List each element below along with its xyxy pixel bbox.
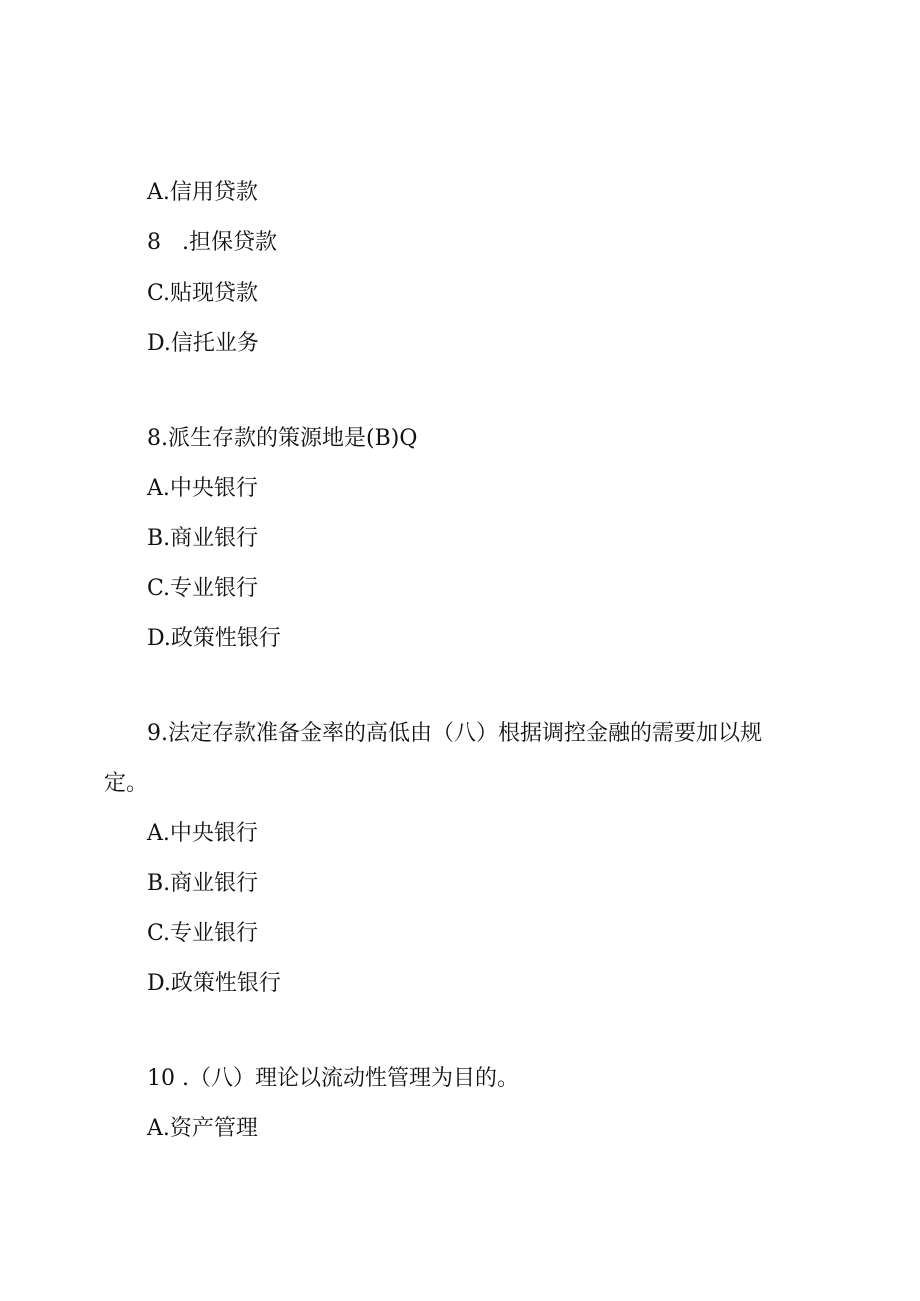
- option-d: D.政策性银行: [147, 626, 281, 651]
- option-a: A.中央银行: [147, 476, 258, 501]
- option-b: B.商业银行: [147, 871, 259, 896]
- question-9-stem-line2: 定。: [104, 771, 149, 796]
- option-c: C.贴现贷款: [147, 281, 259, 306]
- option-a: A.信用贷款: [147, 180, 258, 205]
- option-c: C.专业银行: [147, 921, 259, 946]
- option-b: B.商业银行: [147, 526, 259, 551]
- option-a: A.中央银行: [147, 821, 258, 846]
- option-d: D.政策性银行: [147, 971, 281, 996]
- option-b: 8 .担保贷款: [147, 230, 277, 255]
- question-10-stem: 10 .（八）理论以流动性管理为目的。: [147, 1066, 519, 1091]
- question-9-stem-line1: 9.法定存款准备金率的高低由（八）根据调控金融的需要加以规: [147, 721, 762, 746]
- question-8-stem: 8.派生存款的策源地是(B)Q: [147, 426, 418, 451]
- option-a: A.资产管理: [147, 1116, 258, 1141]
- option-c: C.专业银行: [147, 576, 259, 601]
- option-d: D.信托业务: [147, 331, 259, 356]
